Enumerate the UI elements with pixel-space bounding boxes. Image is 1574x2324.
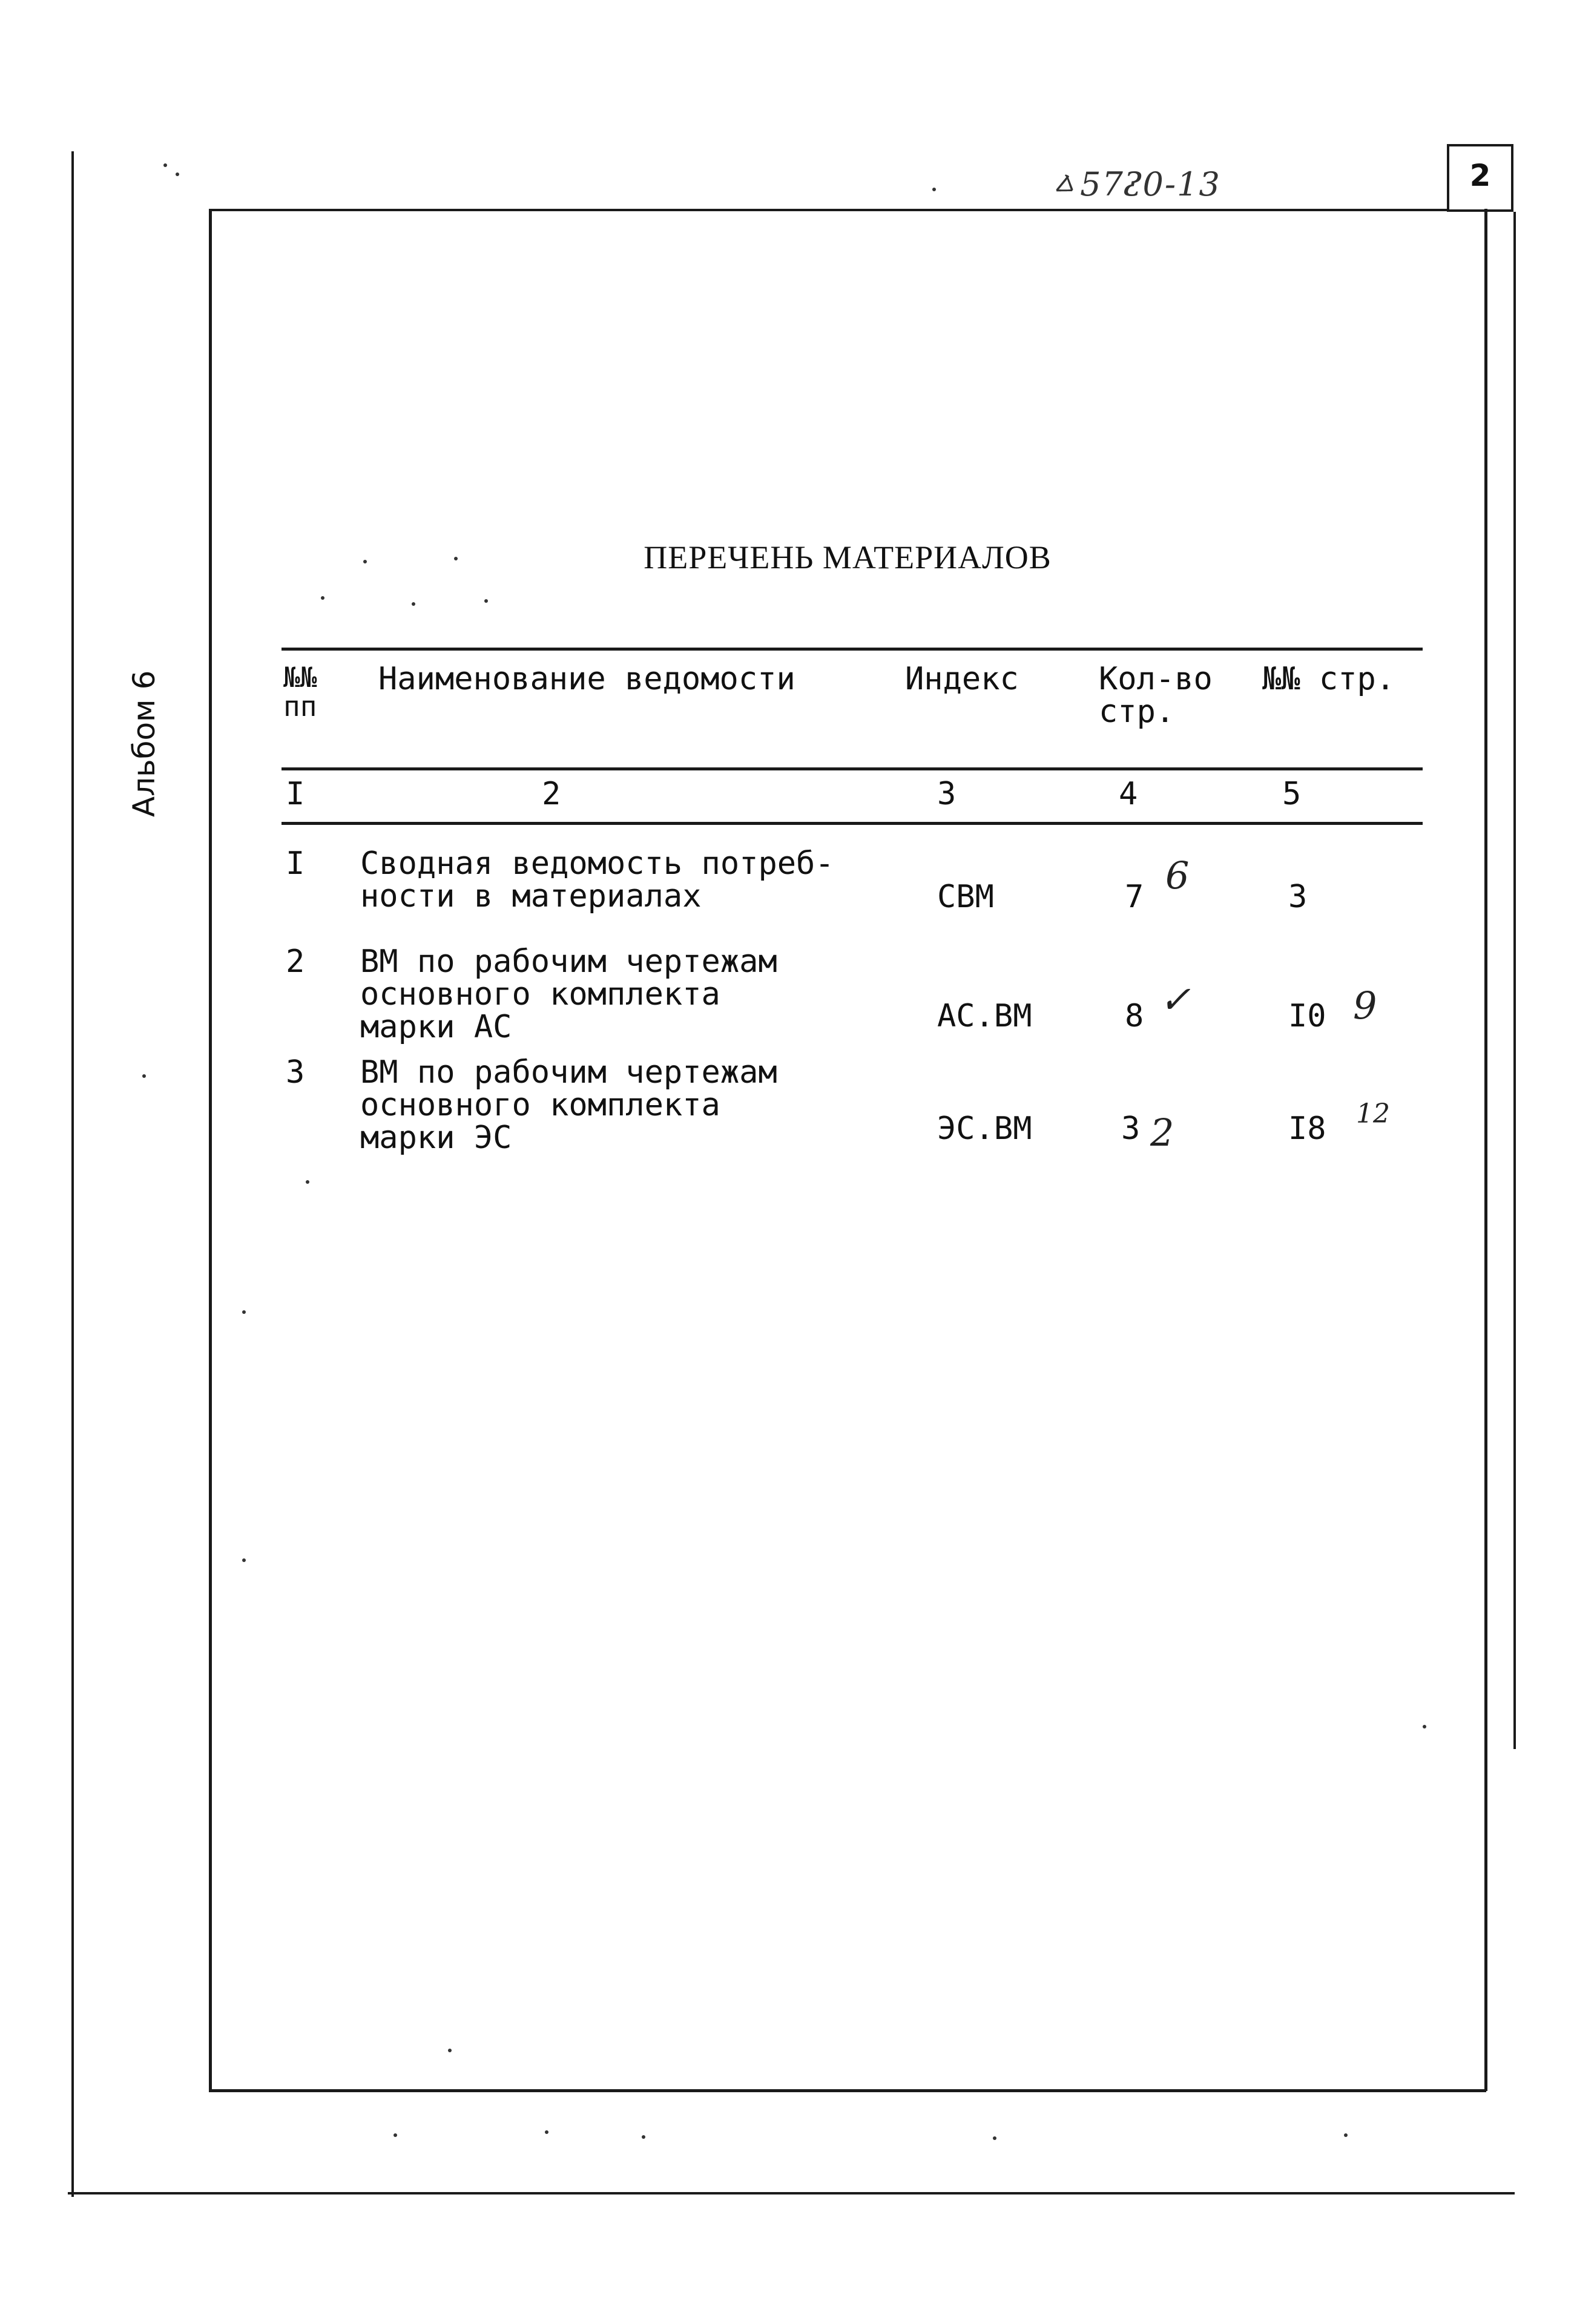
row-3-page-count-note: 2 — [1150, 1111, 1174, 1155]
header-name: Наименование ведомости — [378, 661, 795, 697]
row-1-page-numbers: 3 — [1288, 879, 1308, 915]
page-box-left — [1447, 144, 1449, 212]
row-3-name: ВМ по рабочим чертежам основного комплекта марки ЭС — [360, 1054, 777, 1156]
scan-speck — [394, 2133, 397, 2137]
row-2-index: АС.ВМ — [937, 998, 1032, 1034]
page-box-bottom — [1447, 209, 1513, 212]
scan-speck — [484, 599, 488, 603]
scan-speck — [142, 1074, 146, 1078]
document-code: ㅿ57ᴤ0-13 — [1047, 165, 1221, 203]
column-number-4: 4 — [1119, 776, 1138, 812]
scan-speck — [321, 596, 324, 600]
scan-speck — [363, 560, 367, 563]
row-3-page-count: 3 — [1121, 1111, 1141, 1147]
album-label: Альбом 6 — [127, 670, 162, 817]
scan-speck — [163, 163, 167, 167]
inner-frame-left — [209, 209, 212, 2091]
page-number: 2 — [1469, 158, 1491, 193]
column-number-3: 3 — [937, 776, 957, 812]
outer-frame-top — [212, 209, 1447, 211]
row-2-page-numbers: I0 — [1288, 998, 1326, 1034]
table-rule-top — [282, 648, 1423, 651]
page-title: ПЕРЕЧЕНЬ МАТЕРИАЛОВ — [644, 539, 1052, 576]
scan-speck — [993, 2136, 996, 2140]
page-box-right — [1511, 144, 1513, 212]
row-3-number: 3 — [286, 1054, 305, 1091]
scan-speck — [932, 188, 936, 191]
column-number-5: 5 — [1282, 776, 1302, 812]
scan-speck — [1344, 2133, 1348, 2137]
row-2-page-numbers-note: 9 — [1353, 983, 1377, 1028]
header-index: Индекс — [905, 661, 1019, 697]
row-1-number: I — [286, 845, 305, 882]
scan-speck — [454, 557, 458, 560]
inner-frame-right — [1484, 209, 1487, 2091]
header-page-numbers: №№ стр. — [1262, 661, 1395, 697]
page-box-top — [1447, 144, 1513, 146]
column-number-1: I — [286, 776, 305, 812]
row-1-page-count-note: 6 — [1165, 853, 1190, 898]
scan-speck — [306, 1180, 309, 1184]
row-2-page-count-note: ✓ — [1159, 977, 1191, 1022]
scan-speck — [242, 1310, 246, 1314]
row-2-number: 2 — [286, 944, 305, 980]
row-2-page-count: 8 — [1125, 998, 1144, 1034]
header-number: №№ пп — [283, 661, 317, 723]
outer-frame-bottom — [68, 2192, 1515, 2194]
header-page-count: Кол-во стр. — [1099, 661, 1213, 730]
column-number-2: 2 — [542, 776, 561, 812]
table-rule-numbers-bottom — [282, 822, 1423, 825]
row-3-page-numbers: I8 — [1288, 1111, 1326, 1147]
row-3-index: ЭС.ВМ — [937, 1111, 1032, 1147]
scan-speck — [545, 2130, 548, 2134]
scan-speck — [642, 2135, 645, 2139]
right-margin-line — [1513, 212, 1516, 1749]
row-2-name: ВМ по рабочим чертежам основного комплекта марки АС — [360, 944, 777, 1045]
row-3-page-numbers-note: 12 — [1356, 1098, 1390, 1129]
table-rule-header-bottom — [282, 767, 1423, 770]
scan-speck — [176, 172, 179, 176]
row-1-index: СВМ — [937, 879, 994, 915]
scan-speck — [242, 1558, 246, 1562]
outer-frame-left — [71, 151, 74, 2197]
inner-frame-bottom — [209, 2089, 1486, 2092]
scan-speck — [412, 602, 415, 606]
row-1-name: Сводная ведомость потреб- ности в материалах — [360, 845, 834, 914]
scan-speck — [448, 2049, 452, 2052]
row-1-page-count: 7 — [1125, 879, 1144, 915]
scan-speck — [1423, 1725, 1426, 1728]
